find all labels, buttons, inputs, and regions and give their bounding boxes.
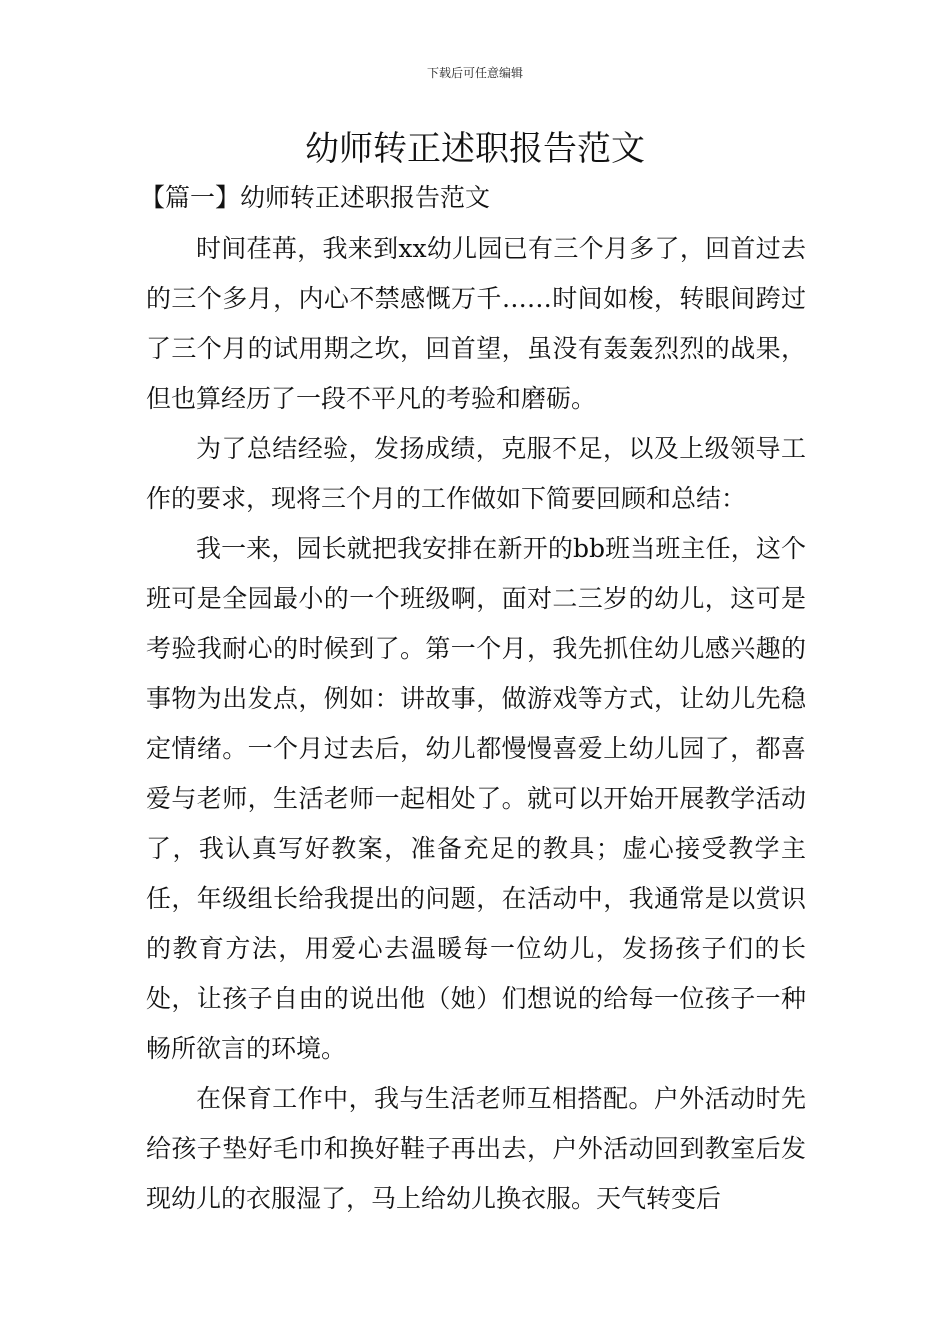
header-note: 下载后可任意编辑	[426, 66, 523, 80]
document-body	[146, 224, 806, 1224]
paragraph: 我一来，园长就把我安排在新开的bb班当班主任，这个班可是全园最小的一个班级啊，面对二三岁的幼儿，这可是考验我耐心的时候到了。第一个月，我先抓住幼儿感兴趣的事物为出发点，例如：讲故事，做游戏等方式，让幼儿先稳定情绪。一个月过去后，幼儿都慢慢喜爱上幼儿园了，都喜爱与老师，生活老师一起相处了。就可以开始开展教学活动了，我认真写好教案，准备充足的教具；虚心接受教学主任，年级组长给我提出的问题，在活动中，我通常是以赏识的教育方法，用爱心去温暖每一位幼儿，发扬孩子们的长处，让孩子自由的说出他（她）们想说的给每一位孩子一种畅所欲言的环境。	[146, 534, 806, 1063]
paragraph: 在保育工作中，我与生活老师互相搭配。户外活动时先给孩子垫好毛巾和换好鞋子再出去，户外活动回到教室后发现幼儿的衣服湿了，马上给幼儿换衣服。天气转变后	[146, 1084, 806, 1213]
section-heading: 【篇一】幼师转正述职报告范文	[140, 183, 491, 212]
document-title: 幼师转正述职报告范文	[305, 129, 645, 169]
paragraph: 为了总结经验，发扬成绩，克服不足，以及上级领导工作的要求，现将三个月的工作做如下简要回顾和总结：	[146, 434, 806, 513]
paragraph: 时间荏苒，我来到xx幼儿园已有三个月多了，回首过去的三个多月，内心不禁感慨万千……时间如梭，转眼间跨过了三个月的试用期之坎，回首望，虽没有轰轰烈烈的战果，但也算经历了一段不平凡的考验和磨砺。	[146, 234, 806, 413]
